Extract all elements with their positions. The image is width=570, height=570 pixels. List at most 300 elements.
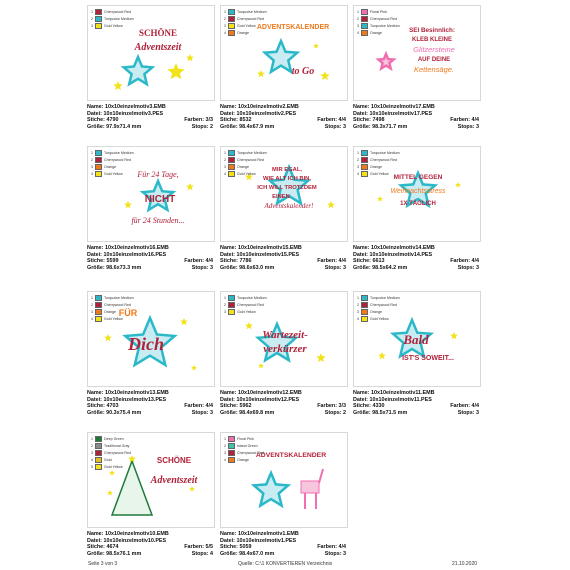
- thread-number: 3: [91, 451, 93, 455]
- thread-number: 3: [224, 165, 226, 169]
- design-thumbnail: [87, 291, 215, 387]
- design-name: Name: 10x10einzelmotiv11.EMB: [353, 390, 435, 396]
- design-text: AUF DEINE: [417, 57, 451, 63]
- thread-number: 2: [224, 444, 226, 448]
- thread-name: Gold Yellow: [237, 310, 256, 314]
- design-card: [353, 291, 483, 416]
- design-info: [220, 104, 350, 130]
- thread-name: Orange: [104, 165, 116, 169]
- thread-number: 4: [224, 31, 226, 35]
- thread-legend: [357, 150, 400, 178]
- thread-number: 1: [91, 10, 93, 14]
- star-shape: [316, 353, 326, 362]
- thread-name: Turquoise Medium: [370, 24, 400, 28]
- design-text: ADVENTSKALENDER: [255, 452, 327, 459]
- thread-color-swatch: [95, 16, 102, 22]
- design-card: [220, 432, 350, 557]
- thread-legend-row: [91, 295, 134, 301]
- thread-legend: [357, 9, 400, 37]
- thread-legend-row: [224, 302, 267, 308]
- design-thumbnail: [353, 5, 481, 101]
- thread-name: Gold Yellow: [370, 172, 389, 176]
- stitch-count: Stiche: 6613: [353, 258, 385, 264]
- design-thumbnail: [87, 432, 215, 528]
- thread-color-swatch: [228, 295, 235, 301]
- thread-legend-row: [224, 171, 267, 177]
- design-info: [220, 390, 350, 416]
- thread-name: Orange: [237, 165, 249, 169]
- thread-name: Gold Yellow: [104, 317, 123, 321]
- thread-name: Turquoise Medium: [237, 151, 267, 155]
- thread-number: 4: [91, 172, 93, 176]
- design-name: Name: 10x10einzelmotiv10.EMB: [87, 531, 169, 537]
- thread-number: 4: [224, 172, 226, 176]
- design-thumbnail: [87, 5, 215, 101]
- stitch-count: Stiche: 7786: [220, 258, 252, 264]
- thread-color-swatch: [95, 457, 102, 463]
- thread-number: 1: [224, 10, 226, 14]
- design-file: Datei: 10x10einzelmotiv13.PES: [87, 396, 167, 403]
- print-date: 21.10.2020: [452, 561, 478, 567]
- design-text: Adventszeit: [150, 475, 198, 486]
- design-name: Name: 10x10einzelmotiv2.EMB: [220, 104, 299, 110]
- star-shape: [189, 486, 195, 491]
- thread-color-swatch: [95, 150, 102, 156]
- color-count: Farben: 4/4: [450, 403, 479, 409]
- thread-name: Cherrywood Red: [237, 303, 264, 307]
- star-shape: [257, 70, 265, 77]
- thread-color-swatch: [361, 9, 368, 15]
- star-shape: [254, 473, 288, 506]
- thread-legend-row: [224, 295, 267, 301]
- design-name: Name: 10x10einzelmotiv15.EMB: [220, 245, 302, 251]
- thread-number: 2: [357, 158, 359, 162]
- star-shape: [186, 54, 194, 61]
- design-name: Name: 10x10einzelmotiv16.EMB: [87, 245, 169, 251]
- star-shape: [104, 334, 112, 341]
- thread-name: Orange: [370, 165, 382, 169]
- design-card: [220, 5, 350, 130]
- design-text: FÜR: [118, 308, 138, 318]
- thread-color-swatch: [361, 30, 368, 36]
- design-text: Weihnachtsstress: [390, 188, 446, 195]
- design-info: [87, 104, 217, 130]
- stitch-count: Stiche: 5962: [220, 403, 252, 409]
- thread-legend-row: [357, 164, 400, 170]
- thread-name: Turquoise Medium: [104, 296, 134, 300]
- thread-color-swatch: [95, 464, 102, 470]
- thread-number: 2: [224, 303, 226, 307]
- design-text: MIR EGAL,: [272, 167, 302, 173]
- thread-color-swatch: [228, 30, 235, 36]
- color-count: Farben: 4/4: [317, 258, 346, 264]
- thread-name: Turquoise Medium: [237, 10, 267, 14]
- thread-legend-row: [91, 450, 131, 456]
- color-count: Farben: 3/3: [184, 117, 213, 123]
- thread-number: 1: [357, 10, 359, 14]
- stop-count: Stops: 3: [457, 409, 479, 416]
- thread-color-swatch: [361, 316, 368, 322]
- thread-name: Gold Yellow: [237, 24, 256, 28]
- thread-name: Cherrywood Red: [104, 10, 131, 14]
- thread-name: Gold: [104, 458, 112, 462]
- thread-number: 4: [91, 458, 93, 462]
- thread-color-swatch: [228, 23, 235, 29]
- design-size: Größe: 98.4x67.9 mm: [220, 123, 275, 130]
- design-card: [220, 291, 350, 416]
- thread-color-swatch: [361, 164, 368, 170]
- star-shape: [245, 322, 253, 329]
- design-text: 1X TÄGLICH: [400, 201, 436, 207]
- design-text: to Go: [291, 66, 315, 77]
- design-text: EINEN: [272, 194, 290, 200]
- color-count: Farben: 4/4: [450, 258, 479, 264]
- stitch-count: Stiche: 4703: [87, 403, 119, 409]
- thread-number: 4: [357, 172, 359, 176]
- design-text: Adventszeit: [134, 42, 182, 53]
- design-thumbnail: [220, 432, 348, 528]
- star-shape: [320, 71, 330, 80]
- thread-legend: [224, 150, 267, 178]
- thread-color-swatch: [361, 23, 368, 29]
- thread-legend-row: [91, 443, 131, 449]
- thread-legend-row: [91, 23, 134, 29]
- thread-color-swatch: [228, 436, 235, 442]
- design-info: [87, 531, 217, 557]
- thread-number: 2: [224, 17, 226, 21]
- thread-color-swatch: [95, 157, 102, 163]
- thread-number: 2: [357, 303, 359, 307]
- design-text: ICH WILL TROTZDEM: [257, 185, 317, 191]
- stop-count: Stops: 3: [191, 264, 213, 271]
- design-card: [220, 146, 350, 271]
- design-size: Größe: 98.6x63.0 mm: [220, 264, 275, 271]
- star-shape: [378, 54, 393, 69]
- color-count: Farben: 4/4: [184, 403, 213, 409]
- design-text: Wartezeit-: [262, 329, 308, 341]
- stitch-count: Stiche: 5599: [87, 258, 119, 264]
- design-card: [353, 146, 483, 271]
- design-text: Bald: [403, 332, 429, 347]
- thread-legend: [224, 9, 267, 37]
- thread-legend-row: [91, 464, 131, 470]
- thread-name: Turquoise Medium: [237, 296, 267, 300]
- thread-legend-row: [224, 150, 267, 156]
- thread-name: Cherrywood Red: [237, 451, 264, 455]
- design-info: [220, 245, 350, 271]
- thread-legend-row: [224, 443, 264, 449]
- thread-name: Turquoise Medium: [104, 17, 134, 21]
- design-size: Größe: 98.4x69.8 mm: [220, 409, 275, 416]
- design-text: MITTEL GEGEN: [393, 174, 443, 181]
- design-size: Größe: 97.9x71.4 mm: [87, 123, 142, 130]
- design-file: Datei: 10x10einzelmotiv1.PES: [220, 537, 297, 544]
- thread-color-swatch: [228, 16, 235, 22]
- thread-name: Cherrywood Red: [370, 17, 397, 21]
- color-count: Farben: 3/3: [317, 403, 346, 409]
- design-text: Dich: [128, 334, 164, 354]
- design-card: [87, 432, 217, 557]
- thread-color-swatch: [228, 309, 235, 315]
- thread-legend-row: [357, 16, 400, 22]
- thread-number: 3: [91, 310, 93, 314]
- thread-color-swatch: [95, 436, 102, 442]
- thread-name: Turquoise Medium: [370, 296, 400, 300]
- thread-name: Orange: [370, 31, 382, 35]
- stop-count: Stops: 3: [324, 550, 346, 557]
- star-shape: [107, 490, 113, 495]
- thread-legend-row: [91, 302, 134, 308]
- thread-legend-row: [357, 171, 400, 177]
- thread-name: Turquoise Medium: [104, 151, 134, 155]
- thread-number: 1: [357, 151, 359, 155]
- thread-number: 4: [91, 317, 93, 321]
- page-number: Seite 3 von 3: [88, 561, 118, 567]
- thread-name: Cherrywood Red: [370, 303, 397, 307]
- thread-color-swatch: [361, 157, 368, 163]
- thread-number: 1: [91, 437, 93, 441]
- source-path: Quelle: C:\1 KONVERTIEREN Verzeichnis: [238, 561, 333, 567]
- design-file: Datei: 10x10einzelmotiv16.PES: [87, 251, 167, 258]
- thread-color-swatch: [95, 450, 102, 456]
- thread-name: Orange: [237, 31, 249, 35]
- thread-name: Cherrywood Red: [370, 158, 397, 162]
- thread-number: 3: [224, 24, 226, 28]
- thread-legend-row: [224, 30, 267, 36]
- thread-color-swatch: [228, 457, 235, 463]
- stitch-count: Stiche: 8532: [220, 117, 252, 123]
- thread-color-swatch: [361, 302, 368, 308]
- thread-legend-row: [91, 150, 134, 156]
- thread-number: 4: [357, 31, 359, 35]
- thread-color-swatch: [228, 171, 235, 177]
- thread-number: 2: [91, 17, 93, 21]
- stop-count: Stops: 3: [457, 123, 479, 130]
- thread-number: 2: [91, 444, 93, 448]
- design-file: Datei: 10x10einzelmotiv17.PES: [353, 110, 433, 117]
- design-thumbnail: [220, 146, 348, 242]
- design-name: Name: 10x10einzelmotiv17.EMB: [353, 104, 435, 110]
- thread-legend-row: [357, 30, 400, 36]
- thread-color-swatch: [95, 171, 102, 177]
- thread-legend-row: [357, 295, 400, 301]
- color-count: Farben: 4/4: [450, 117, 479, 123]
- thread-color-swatch: [361, 295, 368, 301]
- thread-legend-row: [224, 450, 264, 456]
- design-info: [353, 390, 483, 416]
- stitch-count: Stiche: 4674: [87, 544, 119, 550]
- design-file: Datei: 10x10einzelmotiv3.PES: [87, 110, 164, 117]
- thread-number: 1: [91, 296, 93, 300]
- design-size: Größe: 98.5x76.1 mm: [87, 550, 142, 557]
- thread-number: 5: [91, 465, 93, 469]
- reindeer-shape: [301, 481, 319, 493]
- color-count: Farben: 5/5: [184, 544, 213, 550]
- thread-color-swatch: [361, 16, 368, 22]
- thread-legend-row: [224, 457, 264, 463]
- thread-legend-row: [357, 309, 400, 315]
- thread-name: Gold Yellow: [104, 172, 123, 176]
- thread-number: 3: [357, 165, 359, 169]
- design-size: Größe: 98.5x71.5 mm: [353, 409, 408, 416]
- design-name: Name: 10x10einzelmotiv12.EMB: [220, 390, 302, 396]
- thread-legend-row: [357, 316, 400, 322]
- thread-number: 1: [224, 151, 226, 155]
- thread-color-swatch: [95, 23, 102, 29]
- thread-color-swatch: [361, 150, 368, 156]
- design-text: KLEB KLEINE: [411, 37, 453, 43]
- design-file: Datei: 10x10einzelmotiv14.PES: [353, 251, 433, 258]
- thread-legend-row: [357, 157, 400, 163]
- thread-legend-row: [91, 171, 134, 177]
- design-info: [353, 245, 483, 271]
- star-shape: [124, 57, 153, 84]
- thread-legend: [224, 436, 264, 464]
- stitch-count: Stiche: 4790: [87, 117, 119, 123]
- thread-name: Gold Yellow: [104, 465, 123, 469]
- thread-color-swatch: [95, 443, 102, 449]
- star-shape: [455, 182, 461, 187]
- design-size: Größe: 90.3x75.4 mm: [87, 409, 142, 416]
- design-size: Größe: 98.4x67.0 mm: [220, 550, 275, 557]
- design-text: IST'S SOWEIT...: [402, 355, 454, 362]
- thread-color-swatch: [228, 164, 235, 170]
- thread-color-swatch: [361, 309, 368, 315]
- thread-legend: [224, 295, 267, 316]
- stop-count: Stops: 3: [191, 409, 213, 416]
- thread-color-swatch: [228, 9, 235, 15]
- design-card: [87, 5, 217, 130]
- design-text: für 24 Stunden...: [131, 216, 185, 225]
- design-thumbnail: [353, 291, 481, 387]
- stop-count: Stops: 3: [324, 264, 346, 271]
- thread-number: 1: [224, 437, 226, 441]
- design-text: Glitzersteine: [413, 45, 455, 54]
- thread-legend-row: [224, 16, 267, 22]
- stop-count: Stops: 2: [324, 409, 346, 416]
- color-count: Farben: 4/4: [317, 544, 346, 550]
- thread-color-swatch: [95, 164, 102, 170]
- thread-color-swatch: [95, 316, 102, 322]
- thread-legend-row: [91, 9, 134, 15]
- design-size: Größe: 98.5x64.2 mm: [353, 264, 408, 271]
- stitch-count: Stiche: 4330: [353, 403, 385, 409]
- thread-color-swatch: [361, 171, 368, 177]
- design-thumbnail: [353, 146, 481, 242]
- star-shape: [377, 196, 383, 201]
- thread-color-swatch: [228, 150, 235, 156]
- thread-legend: [357, 295, 400, 323]
- stop-count: Stops: 4: [191, 550, 213, 557]
- thread-number: 4: [224, 458, 226, 462]
- thread-name: Cherrywood Red: [104, 451, 131, 455]
- star-shape: [378, 352, 386, 359]
- thread-name: Orange: [370, 310, 382, 314]
- star-shape: [313, 43, 319, 48]
- thread-number: 2: [91, 303, 93, 307]
- thread-legend-row: [357, 302, 400, 308]
- thread-legend: [91, 9, 134, 30]
- thread-number: 3: [224, 310, 226, 314]
- thread-number: 3: [224, 451, 226, 455]
- thread-color-swatch: [95, 309, 102, 315]
- design-thumbnail: [87, 146, 215, 242]
- star-shape: [450, 332, 458, 339]
- design-file: Datei: 10x10einzelmotiv12.PES: [220, 396, 300, 403]
- thread-legend-row: [357, 9, 400, 15]
- design-text: Adventskalender!: [264, 202, 314, 210]
- thread-legend-row: [224, 9, 267, 15]
- thread-legend-row: [224, 157, 267, 163]
- star-shape: [186, 183, 194, 190]
- stop-count: Stops: 3: [324, 123, 346, 130]
- design-thumbnail: [220, 291, 348, 387]
- star-shape: [327, 201, 335, 208]
- thread-legend-row: [91, 157, 134, 163]
- thread-color-swatch: [95, 9, 102, 15]
- design-text: WIE ALT ICH BIN,: [263, 176, 311, 182]
- thread-legend-row: [224, 164, 267, 170]
- thread-color-swatch: [228, 443, 235, 449]
- thread-name: Deep Green: [104, 437, 124, 441]
- thread-number: 3: [91, 24, 93, 28]
- star-shape: [191, 365, 197, 370]
- thread-legend-row: [224, 436, 264, 442]
- design-name: Name: 10x10einzelmotiv1.EMB: [220, 531, 299, 537]
- design-text: NICHT: [144, 194, 176, 205]
- thread-name: Orange: [237, 458, 249, 462]
- thread-name: Floral Pink: [237, 437, 254, 441]
- star-shape: [124, 201, 132, 208]
- design-card: [87, 146, 217, 271]
- design-name: Name: 10x10einzelmotiv13.EMB: [87, 390, 169, 396]
- thread-legend: [91, 150, 134, 178]
- thread-number: 1: [224, 296, 226, 300]
- thread-name: Gold Yellow: [104, 24, 123, 28]
- thread-number: 1: [91, 151, 93, 155]
- thread-number: 2: [91, 158, 93, 162]
- color-count: Farben: 4/4: [184, 258, 213, 264]
- thread-legend: [91, 436, 131, 471]
- design-name: Name: 10x10einzelmotiv3.EMB: [87, 104, 166, 110]
- thread-legend-row: [357, 23, 400, 29]
- thread-number: 3: [357, 24, 359, 28]
- stop-count: Stops: 2: [191, 123, 213, 130]
- thread-legend-row: [224, 23, 267, 29]
- design-size: Größe: 98.3x71.7 mm: [353, 123, 408, 130]
- design-card: [87, 291, 217, 416]
- design-file: Datei: 10x10einzelmotiv15.PES: [220, 251, 300, 258]
- design-text: SEI Besinnlich:: [409, 27, 455, 34]
- star-shape: [180, 318, 188, 325]
- thread-legend-row: [91, 436, 131, 442]
- star-shape: [167, 63, 184, 79]
- thread-name: Traditional Gray: [104, 444, 130, 448]
- design-text: Für 24 Tage,: [137, 170, 179, 179]
- design-file: Datei: 10x10einzelmotiv10.PES: [87, 537, 167, 544]
- thread-name: Gold Yellow: [370, 317, 389, 321]
- stitch-count: Stiche: 5059: [220, 544, 252, 550]
- design-text: ADVENTSKALENDER: [256, 24, 330, 31]
- design-text: Kettensäge.: [413, 65, 455, 74]
- thread-color-swatch: [95, 302, 102, 308]
- design-file: Datei: 10x10einzelmotiv11.PES: [353, 396, 432, 403]
- thread-number: 1: [357, 296, 359, 300]
- thread-color-swatch: [228, 450, 235, 456]
- thread-name: Cherrywood Red: [104, 303, 131, 307]
- thread-legend-row: [91, 16, 134, 22]
- stop-count: Stops: 3: [457, 264, 479, 271]
